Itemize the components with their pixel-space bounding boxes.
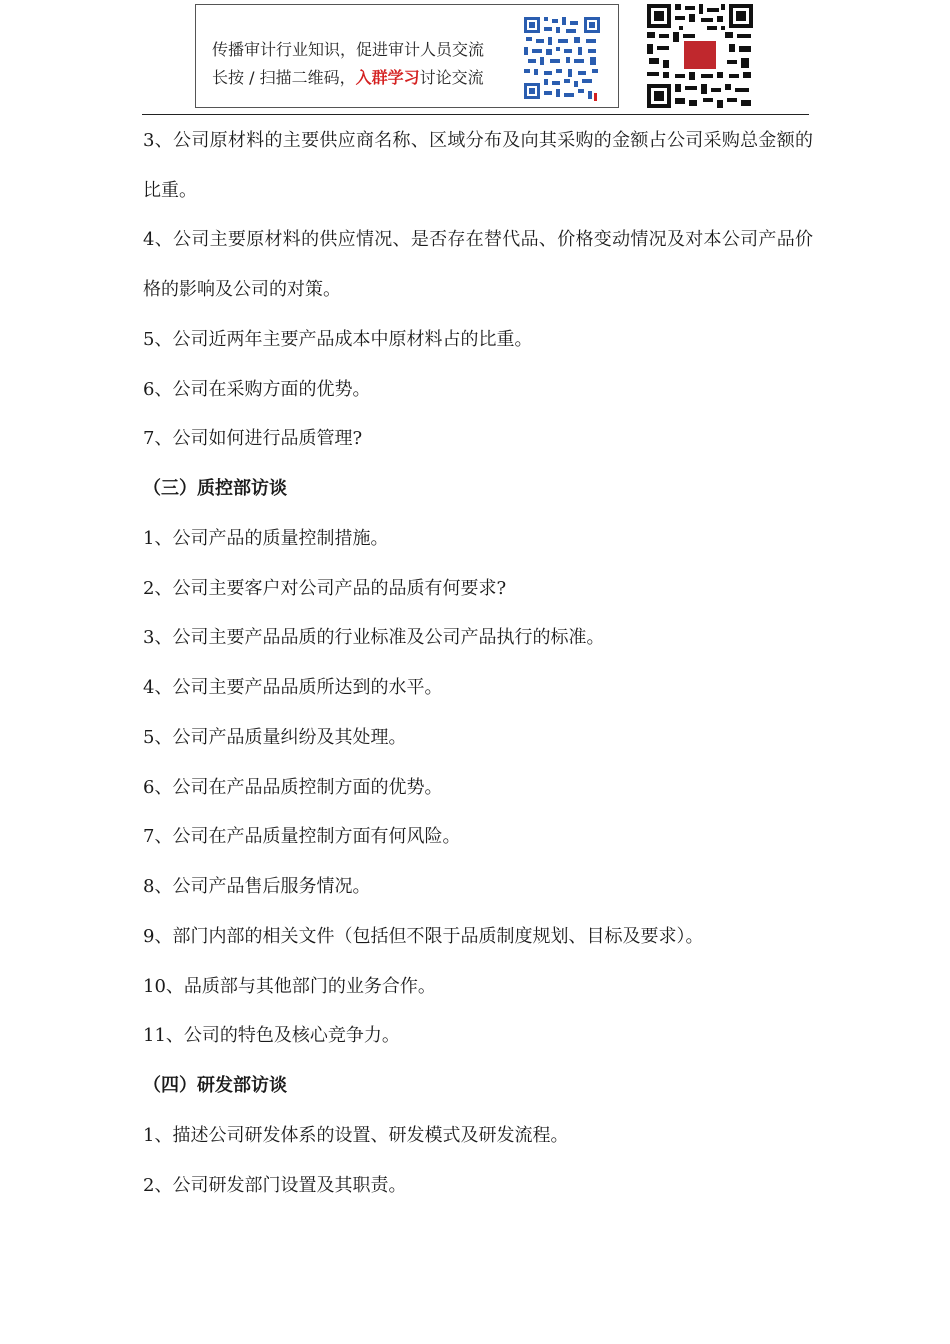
list-item: 1、公司产品的质量控制措施。 — [143, 528, 389, 549]
promo-banner — [195, 4, 619, 108]
list-item: 10、品质部与其他部门的业务合作。 — [143, 976, 436, 997]
list-item: 6、公司在产品品质控制方面的优势。 — [143, 777, 443, 798]
banner-text-line-2 — [212, 65, 484, 88]
banner-text-highlight: 入群学习 — [355, 68, 420, 87]
list-item: 3、公司主要产品品质的行业标准及公司产品执行的标准。 — [143, 627, 605, 648]
section-heading: （四）研发部访谈 — [143, 1075, 287, 1096]
list-item: 4、公司主要原材料的供应情况、是否存在替代品、价格变动情况及对本公司产品价格的影响及公司的对策。 — [143, 229, 813, 300]
list-item: 2、公司主要客户对公司产品的品质有何要求? — [143, 578, 507, 599]
list-item: 5、公司产品质量纠纷及其处理。 — [143, 727, 407, 748]
section-heading: （三）质控部访谈 — [143, 478, 287, 499]
qr-code-small-icon[interactable] — [522, 13, 602, 103]
list-item: 2、公司研发部门设置及其职责。 — [143, 1175, 407, 1196]
banner-text-suffix: 讨论交流 — [419, 68, 484, 87]
qr-code-large-icon[interactable] — [645, 2, 755, 110]
banner-text-line-1: 传播审计行业知识，促进审计人员交流 — [212, 40, 485, 59]
list-item: 7、公司如何进行品质管理? — [143, 428, 363, 449]
list-item: 6、公司在采购方面的优势。 — [143, 379, 371, 400]
banner-text-prefix: 长按 / 扫描二维码， — [212, 68, 356, 87]
list-item: 1、描述公司研发体系的设置、研发模式及研发流程。 — [143, 1125, 569, 1146]
header-divider — [142, 114, 809, 115]
list-item: 8、公司产品售后服务情况。 — [143, 876, 371, 897]
list-item: 9、部门内部的相关文件（包括但不限于品质制度规划、目标及要求）。 — [143, 926, 704, 947]
list-item: 11、公司的特色及核心竞争力。 — [143, 1025, 400, 1046]
qr-center-logo-icon — [684, 41, 716, 69]
list-item: 3、公司原材料的主要供应商名称、区域分布及向其采购的金额占公司采购总金额的比重。 — [143, 130, 813, 201]
list-item: 4、公司主要产品品质所达到的水平。 — [143, 677, 443, 698]
list-item: 5、公司近两年主要产品成本中原材料占的比重。 — [143, 329, 533, 350]
list-item: 7、公司在产品质量控制方面有何风险。 — [143, 826, 461, 847]
